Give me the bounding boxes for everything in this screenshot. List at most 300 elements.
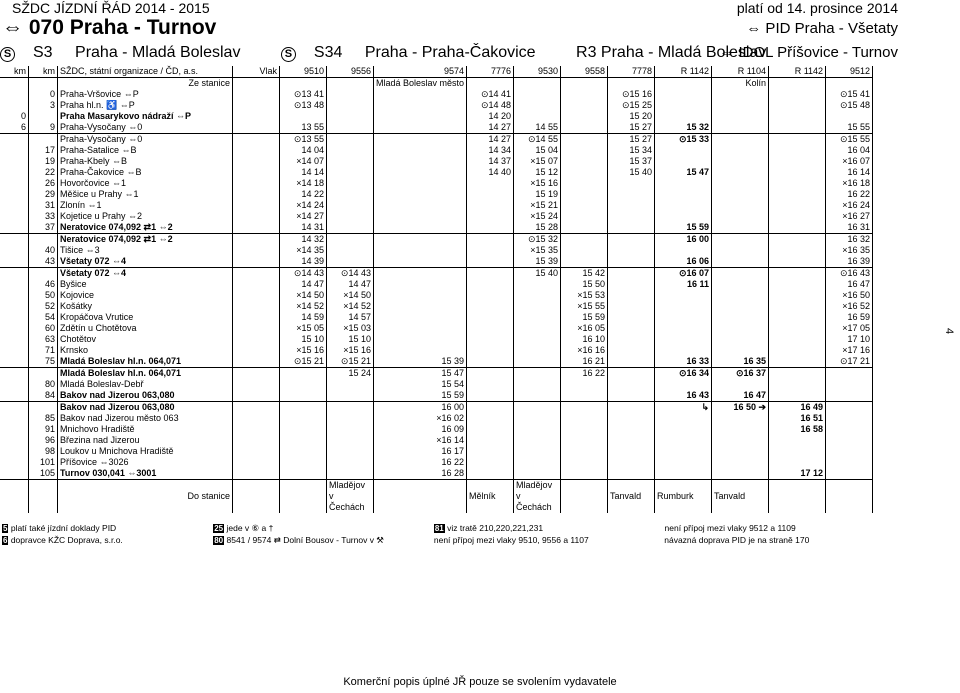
to-station: [769, 480, 826, 514]
from-station: [514, 78, 561, 90]
header-row: [0, 66, 873, 78]
time-cell: ×16 18: [826, 178, 873, 189]
time-cell: ⊙15 21: [327, 356, 374, 368]
km-value: [0, 312, 29, 323]
time-cell: [608, 334, 655, 345]
station-name: Březina nad Jizerou: [58, 435, 233, 446]
time-cell: 16 39: [826, 256, 873, 268]
empty-cell: [233, 268, 280, 280]
station-name: Bakov nad Jizerou 063,080: [58, 390, 233, 402]
time-cell: [467, 234, 514, 246]
table-row: [0, 89, 873, 100]
time-cell: 16 49: [769, 402, 826, 414]
time-cell: [712, 178, 769, 189]
time-cell: 14 55: [514, 122, 561, 134]
time-cell: [712, 323, 769, 334]
time-cell: [467, 245, 514, 256]
time-cell: ×14 35: [280, 245, 327, 256]
time-cell: [327, 134, 374, 146]
km-value: [0, 279, 29, 290]
time-cell: [467, 301, 514, 312]
train-number: R 1142: [655, 66, 712, 78]
time-cell: 17 10: [826, 334, 873, 345]
time-cell: [561, 167, 608, 178]
time-cell: [712, 446, 769, 457]
time-cell: [608, 211, 655, 222]
time-cell: ⊙15 16: [608, 89, 655, 100]
station-name: Košátky: [58, 301, 233, 312]
legend-text: viz tratě 210,220,221,231: [447, 523, 544, 533]
time-cell: ⊙16 43: [826, 268, 873, 280]
time-cell: ×17 05: [826, 323, 873, 334]
time-cell: 15 55: [826, 122, 873, 134]
time-cell: [608, 446, 655, 457]
km-value: [0, 178, 29, 189]
time-cell: 15 39: [374, 356, 467, 368]
time-cell: [561, 468, 608, 480]
time-cell: [608, 368, 655, 380]
time-cell: [655, 301, 712, 312]
time-cell: [769, 345, 826, 356]
time-cell: [712, 413, 769, 424]
time-cell: 16 10: [561, 334, 608, 345]
time-cell: 15 27: [608, 134, 655, 146]
km-value: [0, 234, 29, 246]
pid-label: ⇔ PID Praha - Všetaty: [746, 20, 898, 37]
time-cell: [655, 89, 712, 100]
table-row: [0, 424, 873, 435]
table-row: [0, 468, 873, 480]
time-cell: ×16 27: [826, 211, 873, 222]
time-cell: [561, 402, 608, 414]
time-cell: [769, 256, 826, 268]
time-cell: 15 04: [514, 145, 561, 156]
time-cell: [712, 189, 769, 200]
km-value: 60: [29, 323, 58, 334]
time-cell: [712, 245, 769, 256]
time-cell: [561, 256, 608, 268]
time-cell: 16 35: [712, 356, 769, 368]
time-cell: [467, 290, 514, 301]
time-cell: [655, 435, 712, 446]
time-cell: [712, 379, 769, 390]
legend-row: [2, 522, 809, 534]
station-name: Krnsko: [58, 345, 233, 356]
time-cell: [769, 446, 826, 457]
time-cell: 15 10: [327, 334, 374, 345]
time-cell: [608, 189, 655, 200]
km-value: [0, 145, 29, 156]
km-header: km: [0, 66, 29, 78]
time-cell: [280, 402, 327, 414]
time-cell: [769, 167, 826, 178]
time-cell: [769, 390, 826, 402]
station-name: Praha-Vršovice ⇔P: [58, 89, 233, 100]
time-cell: 14 20: [467, 111, 514, 122]
time-cell: [826, 402, 873, 414]
empty-cell: [233, 134, 280, 146]
time-cell: [467, 334, 514, 345]
time-cell: [608, 200, 655, 211]
time-cell: [655, 156, 712, 167]
time-cell: [561, 413, 608, 424]
time-cell: ×16 16: [561, 345, 608, 356]
km-value: [0, 134, 29, 146]
time-cell: 14 14: [280, 167, 327, 178]
time-cell: 15 37: [608, 156, 655, 167]
time-cell: [769, 234, 826, 246]
time-cell: [327, 468, 374, 480]
time-cell: ⊙15 55: [826, 134, 873, 146]
time-cell: 16 43: [655, 390, 712, 402]
table-row: [0, 413, 873, 424]
time-cell: 14 59: [280, 312, 327, 323]
station-name: Tišice ⇔3: [58, 245, 233, 256]
time-cell: [655, 413, 712, 424]
station-name: Chotětov: [58, 334, 233, 345]
time-cell: ×15 53: [561, 290, 608, 301]
time-cell: [514, 312, 561, 323]
time-cell: ×15 16: [514, 178, 561, 189]
table-row: [0, 256, 873, 268]
km-value: [0, 446, 29, 457]
time-cell: 16 22: [826, 189, 873, 200]
badge-icon: 81: [434, 524, 444, 533]
time-cell: [769, 368, 826, 380]
km-value: [0, 334, 29, 345]
time-cell: [712, 122, 769, 134]
km-value: 19: [29, 156, 58, 167]
time-cell: ⊙15 25: [608, 100, 655, 111]
time-cell: [374, 301, 467, 312]
time-cell: [826, 390, 873, 402]
time-cell: 16 22: [561, 368, 608, 380]
km-value: [0, 256, 29, 268]
time-cell: [769, 457, 826, 468]
time-cell: 16 59: [826, 312, 873, 323]
km-value: [0, 89, 29, 100]
time-cell: [655, 200, 712, 211]
train-number: 9556: [327, 66, 374, 78]
time-cell: [712, 312, 769, 323]
empty-cell: [233, 234, 280, 246]
time-cell: [769, 89, 826, 100]
time-cell: [608, 457, 655, 468]
time-cell: [561, 189, 608, 200]
vlak-header: Vlak: [233, 66, 280, 78]
time-cell: [826, 424, 873, 435]
time-cell: [561, 178, 608, 189]
table-row: [0, 334, 873, 345]
time-cell: [514, 379, 561, 390]
time-cell: 14 39: [280, 256, 327, 268]
time-cell: ×14 50: [280, 290, 327, 301]
time-cell: [374, 122, 467, 134]
empty-cell: [233, 390, 280, 402]
time-cell: [280, 446, 327, 457]
table-row: [0, 312, 873, 323]
time-cell: [467, 424, 514, 435]
table-row: [0, 122, 873, 134]
station-name: Všetaty 072 ⇔4: [58, 256, 233, 268]
km-value: [0, 222, 29, 234]
time-cell: 16 06: [655, 256, 712, 268]
time-cell: [826, 111, 873, 122]
time-cell: [467, 435, 514, 446]
empty-cell: [233, 200, 280, 211]
km-value: [29, 368, 58, 380]
time-cell: [374, 312, 467, 323]
time-cell: [655, 345, 712, 356]
time-cell: [769, 356, 826, 368]
time-cell: ×14 27: [280, 211, 327, 222]
empty-cell: [233, 178, 280, 189]
km-value: 33: [29, 211, 58, 222]
time-cell: [826, 379, 873, 390]
time-cell: [712, 290, 769, 301]
to-station: Mladějov v Čechách: [514, 480, 561, 514]
table-row: [0, 446, 873, 457]
time-cell: [769, 312, 826, 323]
time-cell: ×16 05: [561, 323, 608, 334]
empty-cell: [233, 402, 280, 414]
time-cell: [712, 256, 769, 268]
time-cell: ⊙15 33: [655, 134, 712, 146]
empty-cell: [233, 379, 280, 390]
station-name: Kojetice u Prahy ⇔2: [58, 211, 233, 222]
time-cell: ×15 03: [327, 323, 374, 334]
time-cell: ×14 52: [280, 301, 327, 312]
station-name: Mnichovo Hradiště: [58, 424, 233, 435]
time-cell: [608, 468, 655, 480]
time-cell: [467, 279, 514, 290]
km-value: [0, 424, 29, 435]
s-line-icon: S: [281, 47, 296, 62]
time-cell: ×15 16: [327, 345, 374, 356]
km-value: 75: [29, 356, 58, 368]
time-cell: [280, 457, 327, 468]
time-cell: [327, 178, 374, 189]
time-cell: [374, 189, 467, 200]
time-cell: 15 40: [514, 268, 561, 280]
time-cell: 14 27: [467, 122, 514, 134]
to-station-row: [0, 480, 873, 514]
time-cell: [327, 167, 374, 178]
time-cell: [769, 122, 826, 134]
time-cell: [712, 268, 769, 280]
operator-header: SŽDC, státní organizace / ČD, a.s.: [58, 66, 233, 78]
time-cell: [712, 279, 769, 290]
time-cell: ×15 16: [280, 345, 327, 356]
time-cell: [655, 446, 712, 457]
time-cell: [467, 211, 514, 222]
time-cell: 16 00: [374, 402, 467, 414]
time-cell: 14 57: [327, 312, 374, 323]
table-row: [0, 245, 873, 256]
from-station: [769, 78, 826, 90]
km-value: 31: [29, 200, 58, 211]
time-cell: [608, 312, 655, 323]
km-cell: [0, 480, 29, 514]
time-cell: [327, 145, 374, 156]
time-cell: [712, 134, 769, 146]
km-value: [0, 268, 29, 280]
time-cell: [467, 345, 514, 356]
time-cell: [561, 435, 608, 446]
route-item: S S34 Praha - Praha-Čakovice: [281, 44, 554, 61]
legend: [2, 522, 809, 546]
time-cell: [826, 468, 873, 480]
to-station: [826, 480, 873, 514]
empty-cell: [233, 167, 280, 178]
time-cell: ↳: [655, 402, 712, 414]
time-cell: [712, 468, 769, 480]
time-cell: [769, 211, 826, 222]
time-cell: ⊙15 21: [280, 356, 327, 368]
time-cell: [467, 189, 514, 200]
time-cell: [327, 156, 374, 167]
s-line-icon: S: [0, 47, 15, 62]
time-cell: 14 31: [280, 222, 327, 234]
empty-cell: [233, 413, 280, 424]
time-cell: 15 27: [608, 122, 655, 134]
km-value: 96: [29, 435, 58, 446]
time-cell: [712, 145, 769, 156]
time-cell: [769, 200, 826, 211]
time-cell: 15 34: [608, 145, 655, 156]
km-value: [0, 435, 29, 446]
time-cell: [769, 111, 826, 122]
time-cell: [561, 89, 608, 100]
km-value: [0, 390, 29, 402]
time-cell: [514, 290, 561, 301]
km-value: [0, 457, 29, 468]
time-cell: [374, 279, 467, 290]
time-cell: [826, 457, 873, 468]
time-cell: ⊙14 43: [280, 268, 327, 280]
time-cell: [280, 111, 327, 122]
time-cell: [608, 323, 655, 334]
empty-cell: [233, 122, 280, 134]
table-row: [0, 100, 873, 111]
station-name: Praha-Vysočany ⇔0: [58, 122, 233, 134]
table-row: [0, 457, 873, 468]
time-cell: [374, 211, 467, 222]
from-station: [655, 78, 712, 90]
table-row: [0, 178, 873, 189]
km-value: [0, 468, 29, 480]
time-cell: 16 33: [655, 356, 712, 368]
time-cell: [826, 446, 873, 457]
station-name: Neratovice 074,092 ⇄1 ⇔2: [58, 234, 233, 246]
km-value: [29, 134, 58, 146]
time-cell: [712, 457, 769, 468]
time-cell: 16 50 ➔: [712, 402, 769, 414]
empty-cell: [233, 100, 280, 111]
time-cell: [712, 301, 769, 312]
time-cell: 15 42: [561, 268, 608, 280]
line-title: [2, 16, 216, 40]
empty-cell: [233, 111, 280, 122]
time-cell: [374, 200, 467, 211]
time-cell: [374, 234, 467, 246]
time-cell: [769, 245, 826, 256]
time-cell: [467, 413, 514, 424]
table-row: [0, 323, 873, 334]
empty-cell: [233, 145, 280, 156]
time-cell: [374, 178, 467, 189]
empty-cell: [233, 345, 280, 356]
time-cell: 16 51: [769, 413, 826, 424]
time-cell: [514, 279, 561, 290]
time-cell: ×15 35: [514, 245, 561, 256]
train-number: 9530: [514, 66, 561, 78]
time-cell: [608, 390, 655, 402]
legend-text: jede v ⑥ a †: [226, 523, 274, 533]
timetable: [0, 66, 873, 513]
publisher-label: SŽDC JÍZDNÍ ŘÁD 2014 - 2015: [12, 0, 210, 16]
km-value: 3: [29, 100, 58, 111]
time-cell: [608, 356, 655, 368]
time-cell: ×16 02: [374, 413, 467, 424]
time-cell: ⊙15 41: [826, 89, 873, 100]
train-number: R 1142: [769, 66, 826, 78]
time-cell: [655, 424, 712, 435]
station-name: Hovorčovice ⇔1: [58, 178, 233, 189]
legend-text: 8541 / 9574 ⇄ Dolní Bousov - Turnov v ⚒: [226, 535, 384, 545]
km-value: [29, 402, 58, 414]
time-cell: [467, 468, 514, 480]
table-row: [0, 189, 873, 200]
legend-text: návazná doprava PID je na straně 170: [664, 535, 810, 545]
time-cell: [608, 379, 655, 390]
station-name: Neratovice 074,092 ⇄1 ⇔2: [58, 222, 233, 234]
time-cell: [467, 457, 514, 468]
validity-label: platí od 14. prosince 2014: [736, 0, 898, 16]
time-cell: [514, 111, 561, 122]
time-cell: [608, 234, 655, 246]
time-cell: 16 58: [769, 424, 826, 435]
time-cell: [514, 413, 561, 424]
table-row: [0, 156, 873, 167]
station-name: Mladá Boleslav-Debř: [58, 379, 233, 390]
time-cell: [374, 111, 467, 122]
time-cell: [712, 89, 769, 100]
km-value: [0, 156, 29, 167]
empty-cell: [233, 468, 280, 480]
time-cell: [608, 178, 655, 189]
km-value: [0, 356, 29, 368]
legend-text: není přípoj mezi vlaky 9512 a 1109: [664, 523, 796, 533]
station-name: Praha-Satalice ⇔B: [58, 145, 233, 156]
table-row: [0, 379, 873, 390]
time-cell: [561, 134, 608, 146]
time-cell: [374, 290, 467, 301]
time-cell: [608, 301, 655, 312]
time-cell: [280, 424, 327, 435]
time-cell: ⊙16 34: [655, 368, 712, 380]
time-cell: [655, 100, 712, 111]
time-cell: [374, 323, 467, 334]
time-cell: 16 17: [374, 446, 467, 457]
time-cell: [327, 379, 374, 390]
time-cell: [514, 390, 561, 402]
time-cell: ×15 07: [514, 156, 561, 167]
time-cell: [655, 178, 712, 189]
time-cell: [467, 390, 514, 402]
time-cell: [327, 111, 374, 122]
km-value: [0, 413, 29, 424]
